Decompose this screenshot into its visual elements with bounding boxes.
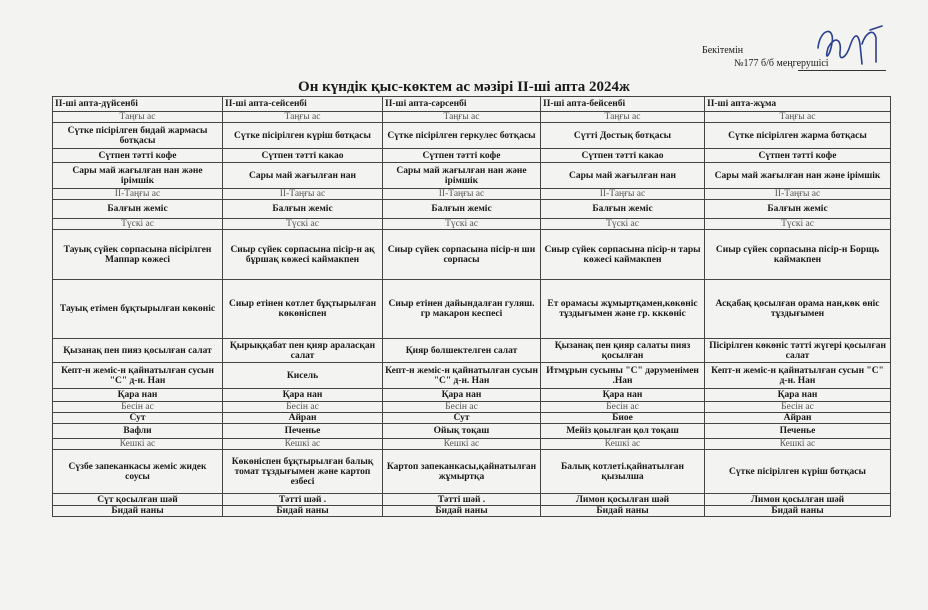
signature-image <box>810 18 890 73</box>
dish-row <box>53 339 891 363</box>
meal-label: Кешкі ас <box>53 439 223 450</box>
dish-row <box>53 123 891 149</box>
dish-cell: Пісірілген көкөніс тәтті жүгері қосылған салат <box>705 339 891 363</box>
dish-row <box>53 363 891 389</box>
meal-label: Таңғы ас <box>223 112 383 123</box>
meal-label: Таңғы ас <box>541 112 705 123</box>
meal-label: Кешкі ас <box>705 439 891 450</box>
meal-header-row <box>53 439 891 450</box>
dish-cell: Печенье <box>705 424 891 439</box>
dish-cell: Сары май жағылған нан <box>223 163 383 189</box>
dish-cell: Сүзбе запеканкасы жеміс жидек соусы <box>53 450 223 494</box>
meal-label: Таңғы ас <box>705 112 891 123</box>
dish-cell: Бидай наны <box>223 506 383 517</box>
dish-cell: Қара нан <box>705 389 891 402</box>
dish-cell: Балғын жеміс <box>705 200 891 219</box>
dish-row <box>53 230 891 280</box>
dish-cell: Балық котлеті.қайнатылған қызылша <box>541 450 705 494</box>
meal-header-row <box>53 402 891 413</box>
dish-cell: Сүтпен тәтті кофе <box>705 149 891 163</box>
dish-cell: Бидай наны <box>53 506 223 517</box>
dish-row <box>53 200 891 219</box>
meal-header-row <box>53 219 891 230</box>
dish-cell: Сүтпен тәтті какао <box>223 149 383 163</box>
dish-cell: Сиыр сүйек сорпасына пісір-н ақ бұршақ көжесі каймакпен <box>223 230 383 280</box>
meal-label: Кешкі ас <box>541 439 705 450</box>
meal-label: Түскі ас <box>705 219 891 230</box>
dish-cell: Сары май жағылған нан <box>541 163 705 189</box>
dish-row <box>53 149 891 163</box>
dish-cell: Тәтті шәй . <box>223 494 383 506</box>
dish-cell: Сүтке пісірілген жарма ботқасы <box>705 123 891 149</box>
dish-cell: Сары май жағылған нан және ірімшік <box>705 163 891 189</box>
dish-row <box>53 424 891 439</box>
dish-cell: Вафли <box>53 424 223 439</box>
meal-label: Кешкі ас <box>383 439 541 450</box>
day-header: ІІ-ші апта-сәрсенбі <box>383 97 541 112</box>
meal-header-row <box>53 112 891 123</box>
dish-cell: Сүтке пісірілген күріш ботқасы <box>705 450 891 494</box>
dish-cell: Ойық тоқаш <box>383 424 541 439</box>
dish-cell: Балғын жеміс <box>541 200 705 219</box>
dish-cell: Қызанақ пен пияз қосылған салат <box>53 339 223 363</box>
dish-cell: Итмұрын сусыны "С" дәруменімен .Нан <box>541 363 705 389</box>
dish-cell: Сут <box>383 413 541 424</box>
dish-row <box>53 506 891 517</box>
dish-cell: Тәтті шәй . <box>383 494 541 506</box>
dish-cell: Тауық етімен бұқтырылған көкөніс <box>53 280 223 339</box>
approval-position: №177 б/б меңгерушісі <box>734 58 829 69</box>
dish-cell: Балғын жеміс <box>383 200 541 219</box>
dish-cell: Сиыр сүйек сорпасына пісір-н тары көжесі каймакпен <box>541 230 705 280</box>
dish-cell: Айран <box>705 413 891 424</box>
dish-cell: Сүтке пісірілген күріш ботқасы <box>223 123 383 149</box>
dish-cell: Лимон қосылған шәй <box>541 494 705 506</box>
dish-cell: Қара нан <box>223 389 383 402</box>
dish-cell: Бидай наны <box>383 506 541 517</box>
dish-cell: Қырыққабат пен қияр араласқан салат <box>223 339 383 363</box>
dish-cell: Қара нан <box>383 389 541 402</box>
dish-cell: Лимон қосылған шәй <box>705 494 891 506</box>
meal-label: ІІ-Таңғы ас <box>705 189 891 200</box>
day-header: ІІ-ші апта-жұма <box>705 97 891 112</box>
dish-cell: Кисель <box>223 363 383 389</box>
dish-row <box>53 413 891 424</box>
meal-label: ІІ-Таңғы ас <box>383 189 541 200</box>
dish-cell: Бидай наны <box>541 506 705 517</box>
dish-row <box>53 389 891 402</box>
meal-label: Бесін ас <box>53 402 223 413</box>
meal-label: Кешкі ас <box>223 439 383 450</box>
meal-label: Бесін ас <box>223 402 383 413</box>
dish-cell: Печенье <box>223 424 383 439</box>
dish-cell: Ет орамасы жұмыртқамен,көкөніс тұздығымен және гр. кккөніс <box>541 280 705 339</box>
dish-cell: Картоп запеканкасы,қайнатылған жұмыртқа <box>383 450 541 494</box>
meal-label: Түскі ас <box>223 219 383 230</box>
dish-cell: Биое <box>541 413 705 424</box>
dish-cell: Қара нан <box>53 389 223 402</box>
dish-cell: Бидай наны <box>705 506 891 517</box>
meal-label: Бесін ас <box>705 402 891 413</box>
day-header: ІІ-ші апта-бейсенбі <box>541 97 705 112</box>
meal-label: Түскі ас <box>53 219 223 230</box>
meal-label: ІІ-Таңғы ас <box>223 189 383 200</box>
meal-label: ІІ-Таңғы ас <box>53 189 223 200</box>
dish-cell: Сүт қосылған шәй <box>53 494 223 506</box>
dish-row <box>53 280 891 339</box>
menu-table <box>52 96 891 517</box>
dish-cell: Сүтпен тәтті какао <box>541 149 705 163</box>
day-header: ІІ-ші апта-сейсенбі <box>223 97 383 112</box>
menu-title: Он күндік қыс-көктем ас мәзірі ІІ-ші апта 2024ж <box>298 79 630 95</box>
dish-cell: Сүтпен тәтті кофе <box>383 149 541 163</box>
dish-cell: Қызанақ пен қияр салаты пияз қосылған <box>541 339 705 363</box>
dish-cell: Сары май жағылған нан және ірімшік <box>53 163 223 189</box>
dish-row <box>53 163 891 189</box>
dish-cell: Сүтпен тәтті кофе <box>53 149 223 163</box>
dish-cell: Мейіз қоылған қол тоқаш <box>541 424 705 439</box>
day-header-row <box>53 97 891 112</box>
dish-cell: Сиыр сүйек сорпасына пісір-н Борщь каймакпен <box>705 230 891 280</box>
meal-label: Түскі ас <box>383 219 541 230</box>
dish-cell: Қара нан <box>541 389 705 402</box>
meal-label: Таңғы ас <box>53 112 223 123</box>
dish-row <box>53 450 891 494</box>
meal-label: Бесін ас <box>541 402 705 413</box>
dish-cell: Сиыр етінен дайындалған гуляш. гр макарон кеспесі <box>383 280 541 339</box>
dish-cell: Балғын жеміс <box>223 200 383 219</box>
dish-cell: Сүтке пісірілген бидай жармасы ботқасы <box>53 123 223 149</box>
dish-cell: Сиыр етінен котлет бұқтырылған көкөніспен <box>223 280 383 339</box>
dish-cell: Сүтке пісірілген геркулес ботқасы <box>383 123 541 149</box>
dish-cell: Асқабақ қосылған орама нан,көк өніс тұздығымен <box>705 280 891 339</box>
dish-cell: Қияр болшектелген салат <box>383 339 541 363</box>
dish-cell: Балғын жеміс <box>53 200 223 219</box>
day-header: ІІ-ші апта-дүйсенбі <box>53 97 223 112</box>
dish-cell: Сиыр сүйек сорпасына пісір-н ши сорпасы <box>383 230 541 280</box>
dish-cell: Кепт-н жеміс-н қайнатылған сусын "С" д-н. Нан <box>705 363 891 389</box>
meal-label: Бесін ас <box>383 402 541 413</box>
meal-header-row <box>53 189 891 200</box>
dish-cell: Көкөніспен бұқтырылған балық томат тұздығымен және картоп езбесі <box>223 450 383 494</box>
dish-row <box>53 494 891 506</box>
meal-label: ІІ-Таңғы ас <box>541 189 705 200</box>
dish-cell: Сары май жағылған нан және ірімшік <box>383 163 541 189</box>
dish-cell: Тауық сүйек сорпасына пісірілген Маппар көжесі <box>53 230 223 280</box>
meal-label: Таңғы ас <box>383 112 541 123</box>
dish-cell: Сүтті Достық ботқасы <box>541 123 705 149</box>
dish-cell: Сут <box>53 413 223 424</box>
meal-label: Түскі ас <box>541 219 705 230</box>
approval-heading: Бекітемін <box>702 45 744 56</box>
dish-cell: Кепт-н жеміс-н қайнатылған сусын "С" д-н. Нан <box>383 363 541 389</box>
dish-cell: Айран <box>223 413 383 424</box>
dish-cell: Кепт-н жеміс-н қайнатылған сусын "С" д-н. Нан <box>53 363 223 389</box>
